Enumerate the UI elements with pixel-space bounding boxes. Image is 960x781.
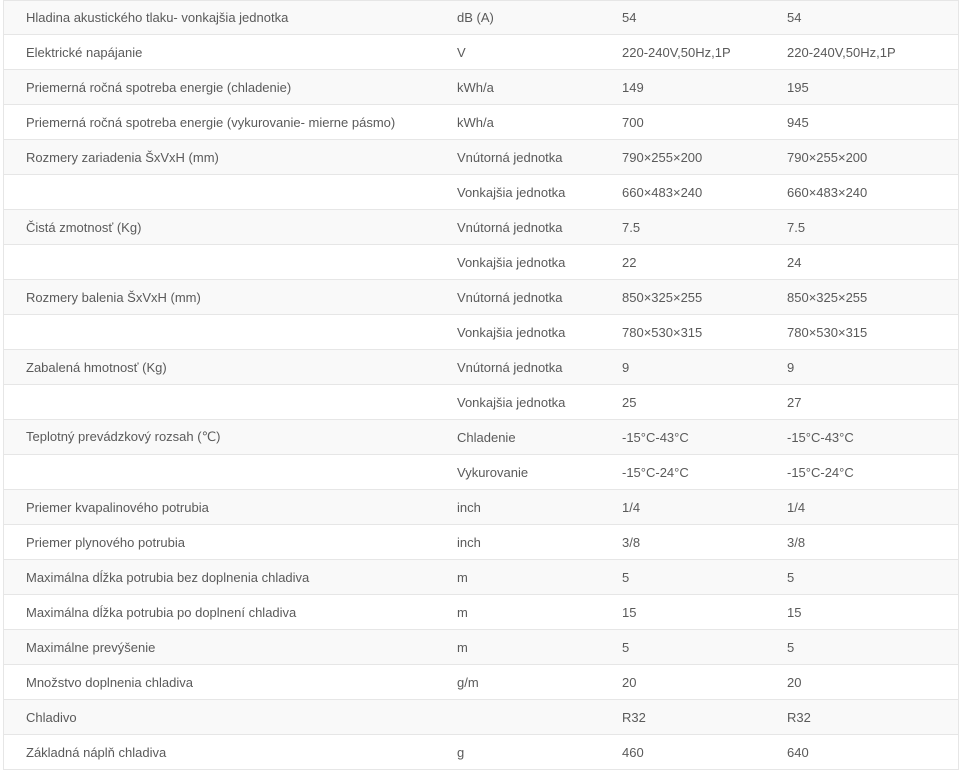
- parameter-cell: Chladivo: [26, 709, 77, 725]
- table-row: [4, 630, 958, 665]
- table-row: [4, 455, 958, 490]
- table-row: [4, 280, 958, 315]
- unit-cell: Vonkajšia jednotka: [457, 324, 566, 340]
- table-row: [4, 595, 958, 630]
- value-model-2-cell: 850×325×255: [787, 289, 868, 305]
- parameter-cell: Základná náplň chladiva: [26, 744, 167, 760]
- table-row: [4, 175, 958, 210]
- parameter-cell: Maximálna dĺžka potrubia po doplnení chladiva: [26, 604, 297, 620]
- value-model-1-cell: 9: [622, 359, 630, 375]
- unit-cell: kWh/a: [457, 79, 494, 95]
- value-model-2-cell: 220-240V,50Hz,1P: [787, 44, 896, 60]
- value-model-2-cell: 15: [787, 604, 802, 620]
- table-row: [4, 140, 958, 175]
- unit-cell: m: [457, 569, 468, 585]
- table-row: [4, 490, 958, 525]
- value-model-1-cell: 5: [622, 639, 630, 655]
- unit-cell: Chladenie: [457, 429, 516, 445]
- value-model-1-cell: 700: [622, 114, 644, 130]
- parameter-cell: Priemer kvapalinového potrubia: [26, 499, 209, 515]
- parameter-cell: Hladina akustického tlaku- vonkajšia jednotka: [26, 10, 289, 25]
- unit-cell: Vonkajšia jednotka: [457, 394, 566, 410]
- table-row: [4, 560, 958, 595]
- parameter-cell: Rozmery balenia ŠxVxH (mm): [26, 289, 201, 305]
- parameter-cell: Zabalená hmotnosť (Kg): [26, 359, 167, 375]
- value-model-1-cell: 1/4: [622, 499, 641, 515]
- parameter-cell: Množstvo doplnenia chladiva: [26, 674, 193, 690]
- unit-cell: Vnútorná jednotka: [457, 219, 563, 235]
- value-model-1-cell: 54: [622, 10, 637, 25]
- unit-cell: inch: [457, 534, 481, 550]
- value-model-2-cell: 640: [787, 744, 809, 760]
- table-row: [4, 105, 958, 140]
- unit-cell: kWh/a: [457, 114, 494, 130]
- value-model-2-cell: 5: [787, 569, 795, 585]
- unit-cell: Vnútorná jednotka: [457, 289, 563, 305]
- value-model-1-cell: R32: [622, 709, 646, 725]
- value-model-1-cell: 15: [622, 604, 637, 620]
- parameter-cell: Teplotný prevádzkový rozsah (℃): [26, 429, 221, 444]
- value-model-2-cell: 7.5: [787, 219, 806, 235]
- value-model-1-cell: 3/8: [622, 534, 641, 550]
- table-row: [4, 420, 958, 455]
- value-model-1-cell: 780×530×315: [622, 324, 703, 340]
- value-model-1-cell: 5: [622, 569, 630, 585]
- value-model-1-cell: 790×255×200: [622, 149, 703, 165]
- value-model-2-cell: 5: [787, 639, 795, 655]
- value-model-2-cell: 9: [787, 359, 795, 375]
- table-row: [4, 735, 958, 770]
- unit-cell: Vonkajšia jednotka: [457, 184, 566, 200]
- parameter-cell: Priemerná ročná spotreba energie (chladenie): [26, 79, 292, 95]
- parameter-cell: Maximálne prevýšenie: [26, 639, 156, 655]
- table-row: [4, 700, 958, 735]
- value-model-2-cell: 660×483×240: [787, 184, 868, 200]
- unit-cell: g: [457, 744, 465, 760]
- value-model-1-cell: 20: [622, 674, 637, 690]
- table-row: [4, 385, 958, 420]
- parameter-cell: Elektrické napájanie: [26, 44, 143, 60]
- value-model-2-cell: R32: [787, 709, 811, 725]
- value-model-2-cell: 3/8: [787, 534, 806, 550]
- value-model-2-cell: 1/4: [787, 499, 806, 515]
- value-model-2-cell: 790×255×200: [787, 149, 868, 165]
- unit-cell: m: [457, 604, 468, 620]
- unit-cell: Vnútorná jednotka: [457, 149, 563, 165]
- value-model-2-cell: 945: [787, 114, 809, 130]
- parameter-cell: Maximálna dĺžka potrubia bez doplnenia chladiva: [26, 569, 310, 585]
- table-row: [4, 70, 958, 105]
- table-row: [4, 210, 958, 245]
- value-model-1-cell: 22: [622, 254, 637, 270]
- specifications-table: [3, 0, 959, 770]
- parameter-cell: Rozmery zariadenia ŠxVxH (mm): [26, 149, 219, 165]
- unit-cell: m: [457, 639, 468, 655]
- value-model-2-cell: 24: [787, 254, 802, 270]
- value-model-2-cell: 20: [787, 674, 802, 690]
- table-row: [4, 245, 958, 280]
- unit-cell: inch: [457, 499, 481, 515]
- value-model-2-cell: 27: [787, 394, 802, 410]
- unit-cell: Vykurovanie: [457, 464, 529, 480]
- value-model-2-cell: 195: [787, 79, 809, 95]
- unit-cell: Vnútorná jednotka: [457, 359, 563, 375]
- unit-cell: g/m: [457, 674, 479, 690]
- unit-cell: dB (A): [457, 10, 494, 25]
- parameter-cell: Priemerná ročná spotreba energie (vykurovanie- mierne pásmo): [26, 114, 396, 130]
- value-model-1-cell: 149: [622, 79, 644, 95]
- value-model-1-cell: 850×325×255: [622, 289, 703, 305]
- value-model-1-cell: 660×483×240: [622, 184, 703, 200]
- value-model-2-cell: 780×530×315: [787, 324, 868, 340]
- value-model-1-cell: 7.5: [622, 219, 641, 235]
- unit-cell: Vonkajšia jednotka: [457, 254, 566, 270]
- table-row: [4, 1, 958, 35]
- value-model-2-cell: -15°C-24°C: [787, 464, 854, 480]
- table-row: [4, 665, 958, 700]
- value-model-1-cell: 220-240V,50Hz,1P: [622, 44, 731, 60]
- value-model-2-cell: -15°C-43°C: [787, 429, 854, 445]
- table-row: [4, 315, 958, 350]
- value-model-1-cell: -15°C-24°C: [622, 464, 689, 480]
- unit-cell: V: [457, 44, 466, 60]
- table-row: [4, 350, 958, 385]
- parameter-cell: Čistá zmotnosť (Kg): [26, 219, 142, 235]
- parameter-cell: Priemer plynového potrubia: [26, 534, 185, 550]
- value-model-1-cell: -15°C-43°C: [622, 429, 689, 445]
- value-model-2-cell: 54: [787, 10, 802, 25]
- value-model-1-cell: 460: [622, 744, 644, 760]
- table-row: [4, 525, 958, 560]
- value-model-1-cell: 25: [622, 394, 637, 410]
- table-row: [4, 35, 958, 70]
